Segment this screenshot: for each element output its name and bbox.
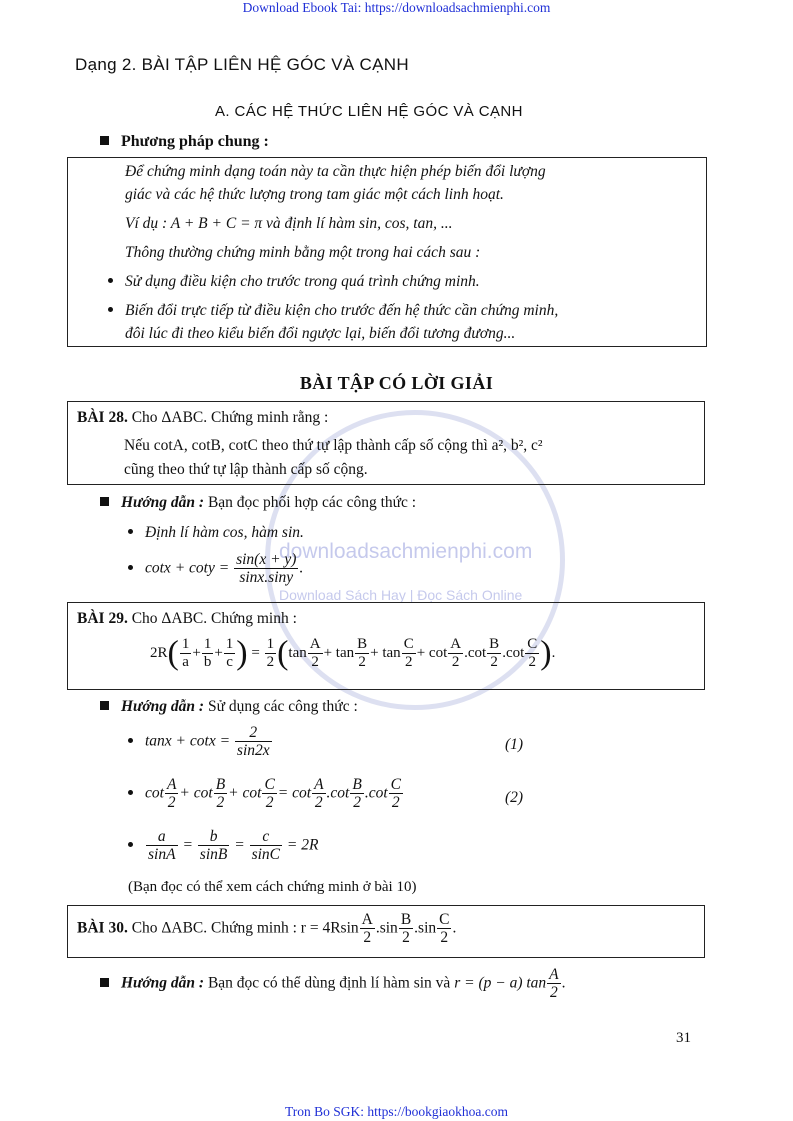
bai28-hint: Hướng dẫn : Bạn đọc phối hợp các công thức :: [100, 494, 416, 512]
method-p3: Thông thường chứng minh bằng một trong hai cách sau :: [125, 244, 481, 261]
bai29-formula-1: tanx + cotx = $\frac{2}{\sin 2x}$: [128, 724, 273, 760]
solved-title: BÀI TẬP CÓ LỜI GIẢI: [299, 373, 494, 393]
bai28-line2: cũng theo thứ tự lập thành cấp số cộng.: [124, 461, 368, 478]
bai29-formula-3: $\frac{a}{\sin A}$ = $\frac{b}{\sin B}$ = $\frac{c}{\sin C}$ = 2R: [128, 828, 318, 864]
square-bullet-icon: [100, 701, 109, 710]
square-bullet-icon: [100, 978, 109, 987]
method-bullet-2b: đôi lúc đi theo kiểu biến đổi ngược lại, biến đổi tương đương...: [125, 325, 516, 342]
method-bullet-2: Biến đổi trực tiếp từ điều kiện cho trước đến hệ thức cần chứng minh,: [108, 302, 558, 320]
bai29-formula: 2R( $\frac{1}{a}$ + $\frac{1}{b}$ + $\frac{1}{c}$ ) = $\frac{1}{2}$ (tan $\frac{A}{2}$ + tan $\frac{B}{2}$ + tan $\frac{C}{2}$ + cot $\frac{A}{2}$ .cot $\frac{B}{2}$ .cot $\frac{C}{2}$ ).: [150, 634, 556, 672]
bullet-dot-icon: [128, 842, 133, 847]
bullet-dot-icon: [128, 565, 133, 570]
watermark-site: downloadsachmienphi.com: [279, 540, 533, 563]
method-p2: Ví dụ : A + B + C = π và định lí hàm sin, cos, tan, ...: [125, 215, 453, 232]
bullet-dot-icon: [128, 529, 133, 534]
bullet-dot-icon: [108, 307, 113, 312]
header-url[interactable]: Download Ebook Tai: https://downloadsachmienphi.com: [242, 0, 551, 15]
bai30-hint: Hướng dẫn : Bạn đọc có thể dùng định lí hàm sin và r = (p − a) tan $\frac{A}{2}$ .: [100, 966, 566, 1002]
bai29-formula-2: cot $\frac{A}{2}$ + cot $\frac{B}{2}$ + cot $\frac{C}{2}$ = cot $\frac{A}{2}$ .cot $\frac{B}{2}$ .cot $\frac{C}{2}$: [128, 776, 404, 812]
bai28-title: BÀI 28. Cho ΔABC. Chứng minh rằng :: [77, 409, 329, 426]
bai29-hint: Hướng dẫn : Sử dụng các công thức :: [100, 698, 358, 716]
bai28-hint-2: cotx + coty = $\frac{\sin(x + y)}{\sin x.\sin y}$ .: [128, 551, 303, 587]
bai29-tag-2: (2): [505, 789, 524, 806]
method-p1b: giác và các hệ thức lượng trong tam giác một cách linh hoạt.: [125, 186, 504, 203]
bai29-note: (Bạn đọc có thể xem cách chứng minh ở bài 10): [128, 879, 417, 895]
bullet-dot-icon: [128, 738, 133, 743]
bullet-dot-icon: [128, 790, 133, 795]
watermark-tagline: Download Sách Hay | Đọc Sách Online: [279, 587, 523, 603]
method-bullet-1: Sử dụng điều kiện cho trước trong quá trình chứng minh.: [108, 273, 480, 291]
bai28-line1: Nếu cotA, cotB, cotC theo thứ tự lập thành cấp số cộng thì a², b², c²: [124, 437, 543, 454]
bai28-hint-1: Định lí hàm cos, hàm sin.: [128, 524, 304, 542]
bullet-dot-icon: [108, 278, 113, 283]
method-p1: Để chứng minh dạng toán này ta cần thực hiện phép biến đổi lượng: [125, 163, 546, 180]
sub-title: A. CÁC HỆ THỨC LIÊN HỆ GÓC VÀ CẠNH: [215, 103, 523, 120]
bai29-tag-1: (1): [505, 736, 524, 753]
method-heading: Phương pháp chung :: [121, 133, 269, 150]
footer-url[interactable]: Tron Bo SGK: https://bookgiaokhoa.com: [284, 1104, 508, 1119]
square-bullet-icon: [100, 136, 109, 145]
bai29-title: BÀI 29. Cho ΔABC. Chứng minh :: [77, 610, 297, 627]
page-number: 31: [676, 1030, 691, 1046]
section-title: Dạng 2. BÀI TẬP LIÊN HỆ GÓC VÀ CẠNH: [75, 55, 409, 74]
square-bullet-icon: [100, 497, 109, 506]
bai30-title: BÀI 30. Cho ΔABC. Chứng minh : r = 4Rsin $\frac{A}{2}$ .sin $\frac{B}{2}$ .sin $\frac{C}{2}$ .: [77, 911, 457, 947]
method-heading-row: [100, 133, 269, 151]
